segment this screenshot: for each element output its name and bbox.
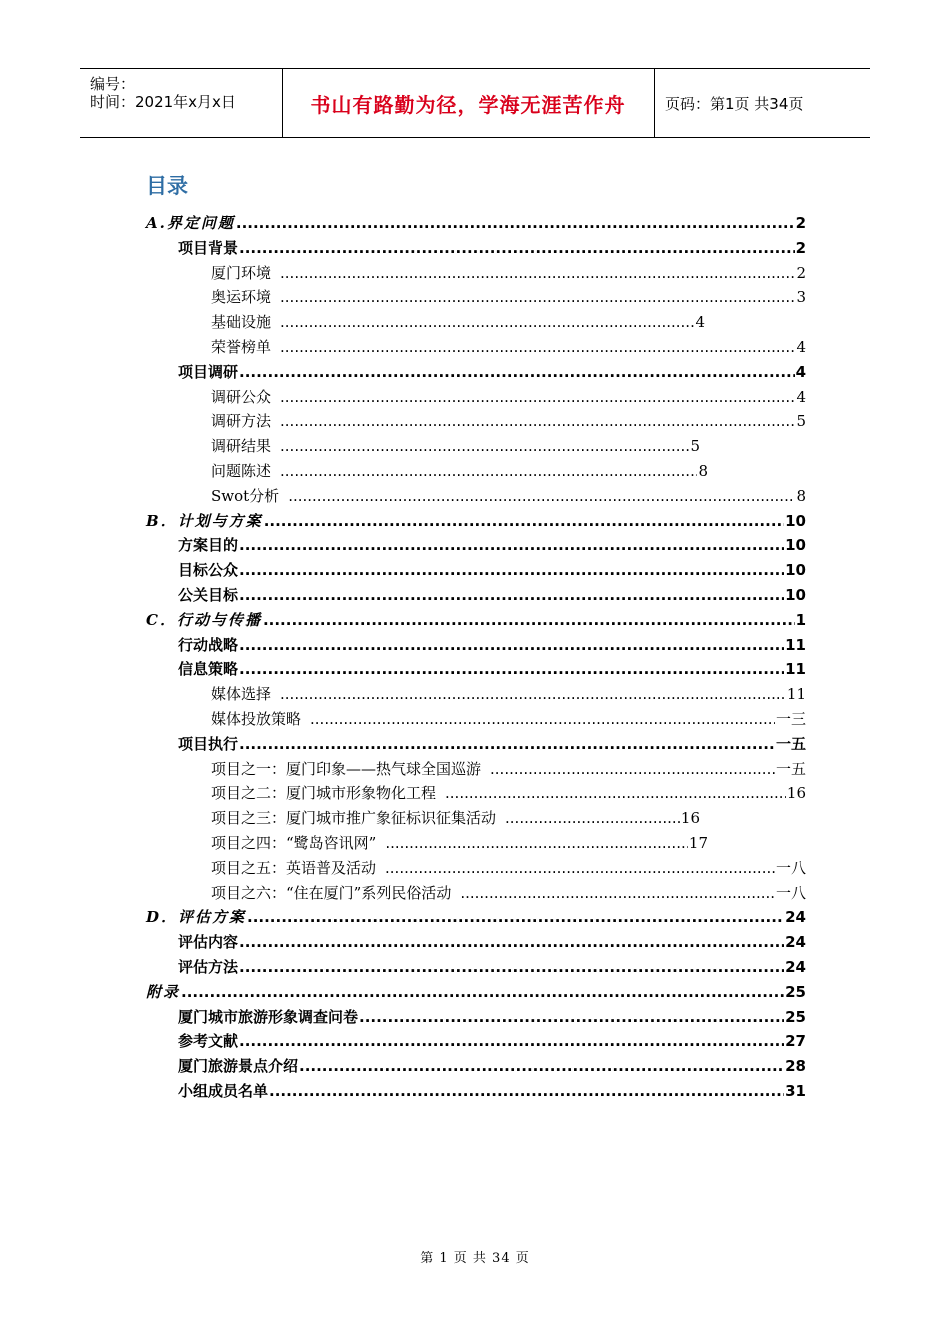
toc-entry[interactable] [178, 1029, 806, 1053]
toc-entry-page: 16 [786, 784, 806, 803]
toc-dot-leader [505, 806, 680, 830]
toc-dot-leader [280, 459, 697, 483]
toc-entry-title: 基础设施 [211, 313, 272, 332]
toc-dot-leader [460, 881, 775, 905]
toc-entry-title: 问题陈述 [211, 462, 272, 480]
document-time-label: 时间：2021年x月x日 [90, 93, 236, 111]
toc-entry-page: 一八 [775, 883, 806, 902]
toc-entry[interactable] [211, 261, 806, 285]
toc-dot-leader [239, 732, 775, 756]
toc-dot-leader [445, 781, 786, 805]
toc-entry[interactable] [211, 781, 806, 805]
toc-entry-title: 厦门环境 [211, 263, 272, 282]
toc-entry-page: 2 [796, 263, 806, 282]
toc-entry-page: 3 [796, 288, 806, 307]
toc-entry[interactable] [178, 1079, 806, 1103]
toc-entry-title: 调研公众 [211, 387, 272, 406]
toc-entry-title: 行动战略 [178, 635, 239, 654]
toc-entry[interactable] [211, 806, 700, 830]
toc-entry-title: 公关目标 [178, 586, 239, 604]
toc-entry[interactable] [178, 236, 806, 260]
toc-dot-leader [269, 1079, 784, 1103]
toc-dot-leader [239, 558, 784, 582]
toc-dot-leader [385, 831, 688, 855]
toc-dot-leader [280, 261, 795, 285]
toc-entry-page: 4 [695, 313, 705, 332]
toc-entry-title: 媒体选择 [211, 685, 272, 704]
toc-entry-page: 一五 [775, 759, 806, 778]
toc-entry[interactable] [211, 757, 806, 781]
toc-entry[interactable] [178, 633, 806, 657]
header-center-cell [282, 69, 655, 137]
toc-dot-leader [490, 757, 775, 781]
toc-entry[interactable] [211, 434, 700, 458]
toc-entry-page: 11 [785, 635, 806, 654]
toc-entry-page: 16 [680, 809, 700, 828]
toc-dot-leader [280, 385, 795, 409]
toc-entry[interactable] [178, 955, 806, 979]
toc-entry-page: 1 [795, 610, 806, 629]
header-motto: 书山有路勤为径，学海无涯苦作舟 [310, 92, 626, 117]
toc-entry-page: 10 [785, 586, 806, 604]
toc-entry-title: A.界定问题 [146, 214, 235, 232]
header-table [80, 68, 870, 138]
toc-dot-leader [310, 707, 775, 731]
header-right-cell [655, 69, 870, 137]
toc-entry-page: 2 [795, 238, 806, 257]
header-page-info: 页码：第1页 共34页 [665, 94, 804, 113]
toc-entry[interactable] [211, 856, 806, 880]
toc-entry-title: 调研方法 [211, 412, 272, 431]
toc-entry-title: 项目之一：厦门印象——热气球全国巡游 [211, 759, 482, 778]
toc-dot-leader [280, 434, 689, 458]
toc-entry-title: 项目之三：厦门城市推广象征标识征集活动 [211, 809, 497, 828]
toc-entry-title: 附录 [146, 982, 181, 1001]
toc-entry-title: 调研结果 [211, 437, 272, 456]
toc-entry-title: 信息策略 [178, 660, 239, 679]
toc-entry-page: 4 [795, 362, 806, 381]
toc-entry-page: 10 [785, 561, 806, 580]
toc-entry-page: 24 [785, 908, 806, 927]
toc-entry-page: 4 [796, 387, 806, 406]
toc-entry-page: 25 [785, 982, 806, 1001]
toc-entry-page: 4 [796, 338, 806, 356]
toc-dot-leader [236, 211, 795, 235]
toc-entry-title: 项目之四：“鹭岛咨讯网” [211, 834, 377, 852]
toc-entry-page: 10 [785, 536, 806, 555]
toc-entry-title: 方案目的 [178, 536, 239, 555]
toc-entry-title: 厦门旅游景点介绍 [178, 1057, 299, 1076]
toc-entry[interactable] [211, 831, 708, 855]
toc-dot-leader [239, 236, 795, 260]
toc-entry[interactable] [146, 509, 806, 533]
toc-entry-title: Swot分析 [211, 486, 280, 505]
toc-dot-leader [239, 583, 784, 607]
toc-entry[interactable] [178, 1005, 806, 1029]
toc-dot-leader [239, 360, 795, 384]
toc-dot-leader [280, 335, 795, 359]
toc-entry-page: 27 [785, 1032, 806, 1051]
toc-entry[interactable] [178, 1054, 806, 1078]
toc-dot-leader [385, 856, 775, 880]
toc-dot-leader [264, 509, 784, 533]
toc-entry-page: 25 [785, 1007, 806, 1026]
toc-entry-page: 一五 [775, 734, 806, 753]
toc-dot-leader [239, 955, 784, 979]
toc-entry-page: 31 [785, 1082, 806, 1100]
toc-entry-page: 24 [785, 933, 806, 952]
toc-title: 目录 [146, 174, 188, 198]
toc-entry[interactable] [211, 310, 705, 334]
toc-dot-leader [299, 1054, 784, 1078]
toc-dot-leader [247, 905, 784, 929]
toc-entry-page: 5 [796, 412, 806, 431]
toc-entry-title: D．评估方案 [146, 908, 247, 927]
toc-entry-page: 17 [688, 834, 708, 852]
toc-entry-page: 8 [796, 486, 806, 505]
toc-entry[interactable] [146, 905, 806, 929]
toc-entry-title: 项目之六：“住在厦门”系列民俗活动 [211, 883, 452, 902]
toc-entry-title: 项目执行 [178, 734, 239, 753]
toc-dot-leader [181, 980, 784, 1004]
toc-entry-title: 参考文献 [178, 1032, 239, 1051]
toc-entry-page: 一三 [775, 710, 806, 728]
toc-entry[interactable] [178, 583, 806, 607]
toc-entry-title: 厦门城市旅游形象调查问卷 [178, 1007, 359, 1026]
toc-entry[interactable] [178, 558, 806, 582]
toc-entry-title: B．计划与方案 [146, 511, 263, 530]
toc-entry[interactable] [146, 608, 806, 632]
toc-dot-leader [359, 1005, 784, 1029]
toc-entry-title: 媒体投放策略 [211, 710, 302, 728]
toc-dot-leader [239, 657, 784, 681]
toc-dot-leader [280, 310, 694, 334]
toc-entry-title: 评估内容 [178, 933, 239, 952]
toc-entry-title: 目标公众 [178, 561, 239, 580]
toc-dot-leader [280, 682, 786, 706]
toc-entry[interactable] [178, 657, 806, 681]
toc-dot-leader [280, 409, 795, 433]
toc-entry-page: 11 [785, 660, 806, 679]
toc-entry[interactable] [211, 484, 806, 508]
document-number-label: 编号： [90, 75, 136, 93]
toc-entry-title: 项目之二：厦门城市形象物化工程 [211, 784, 437, 803]
toc-entry-title: 奥运环境 [211, 288, 272, 307]
toc-entry[interactable] [178, 930, 806, 954]
toc-entry-page: 8 [698, 462, 708, 480]
toc-entry-title: C．行动与传播 [146, 610, 262, 629]
toc-entry[interactable] [211, 285, 806, 309]
toc-entry[interactable] [211, 385, 806, 409]
toc-dot-leader [288, 484, 795, 508]
toc-dot-leader [239, 533, 784, 557]
toc-entry-page: 11 [786, 685, 806, 704]
header-left-cell [80, 69, 283, 137]
toc-entry-title: 评估方法 [178, 958, 239, 976]
toc-entry[interactable] [178, 360, 806, 384]
toc-entry[interactable] [178, 533, 806, 557]
toc-entry-title: 小组成员名单 [178, 1082, 269, 1100]
toc-entry-title: 项目调研 [178, 362, 239, 381]
toc-entry-page: 28 [785, 1057, 806, 1076]
toc-entry[interactable] [211, 459, 708, 483]
toc-entry-page: 10 [785, 511, 806, 530]
toc-entry-title: 荣誉榜单 [211, 338, 272, 356]
toc-entry[interactable] [211, 409, 806, 433]
toc-dot-leader [239, 633, 784, 657]
toc-entry[interactable] [146, 980, 806, 1004]
toc-dot-leader [263, 608, 795, 632]
toc-entry-page: 5 [690, 437, 700, 456]
toc-dot-leader [239, 1029, 784, 1053]
toc-entry-page: 2 [795, 214, 806, 232]
toc-entry-title: 项目之五：英语普及活动 [211, 858, 377, 877]
toc-dot-leader [280, 285, 795, 309]
toc-entry[interactable] [211, 707, 806, 731]
toc-entry[interactable] [178, 732, 806, 756]
toc-entry-title: 项目背景 [178, 238, 239, 257]
toc-entry[interactable] [211, 682, 806, 706]
toc-entry-page: 一八 [775, 858, 806, 877]
toc-entry-page: 24 [785, 958, 806, 976]
toc-entry[interactable] [146, 211, 806, 235]
page-footer: 第 1 页 共 34 页 [420, 1251, 530, 1266]
toc-dot-leader [239, 930, 784, 954]
toc-entry[interactable] [211, 881, 806, 905]
toc-entry[interactable] [211, 335, 806, 359]
